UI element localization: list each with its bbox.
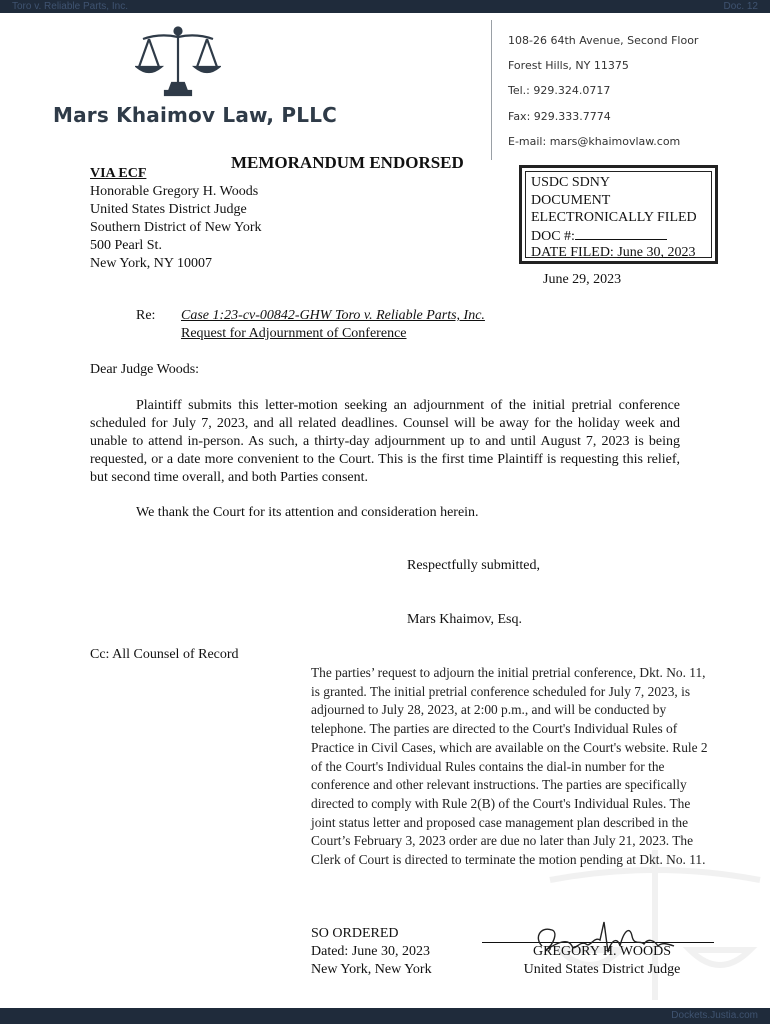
filing-stamp: [519, 165, 718, 264]
so-ordered-place: New York, New York: [311, 962, 432, 977]
so-ordered-dated: Dated: June 30, 2023: [311, 944, 430, 959]
recipient-line-4: 500 Pearl St.: [90, 238, 162, 253]
document-number-link[interactable]: Doc. 12: [723, 1, 758, 12]
letterhead-divider: [491, 20, 492, 160]
recipient-line-5: New York, NY 10007: [90, 256, 212, 271]
body-paragraph: [90, 397, 680, 487]
re-label: Re:: [136, 308, 156, 323]
case-caption: Case 1:23-cv-00842-GHW Toro v. Reliable Parts, Inc.: [181, 308, 485, 323]
signer-name: Mars Khaimov, Esq.: [407, 612, 522, 627]
viewer-bottom-bar: [0, 1008, 770, 1024]
fax: Fax: 929.333.7774: [508, 110, 611, 123]
body-paragraph-text: Plaintiff submits this letter-motion seeking an adjournment of the initial pretrial conference scheduled for July 7, 2023, and all related deadlines. Counsel will be away for the holiday week and unable to attend in-person. As such, a thirty-day adjournment up to and until August 7, 2023 is being requested, or a date more convenient to the Court. This is the first time Plaintiff is requesting this relief, but second time overall, and both Parties consent.: [90, 398, 680, 485]
endorsement-order-text: The parties’ request to adjourn the initial pretrial conference, Dkt. No. 11, is granted. The initial pretrial conference scheduled for July 7, 2023, is adjourned to July 28, 2023, at 2:00 p.m., and will be conducted by telephone. The parties are directed to the Court's Individual Rules of Practice in Civil Cases, which are available on the Court's website. Rule 2 of the Court's Individual Rules contains the dial-in number for the conference and other relevant instructions. The parties are specifically directed to comply with Rule 2(B) of the Court's Individual Rules. The joint status letter and proposed case management plan described in the Court’s February 3, 2023 order are due no later than July 21, 2023. The Clerk of Court is directed to terminate the motion pending at Dkt. No. 11.: [311, 665, 708, 868]
recipient-line-2: United States District Judge: [90, 202, 247, 217]
judge-name: GREGORY H. WOODS: [532, 944, 672, 959]
document-title-link[interactable]: Toro v. Reliable Parts, Inc.: [12, 1, 128, 12]
request-subject: Request for Adjournment of Conference: [181, 326, 407, 341]
recipient-address: [90, 165, 262, 273]
closing: Respectfully submitted,: [407, 558, 540, 573]
stamp-court: USDC SDNY: [531, 175, 610, 190]
telephone: Tel.: 929.324.0717: [508, 84, 611, 97]
re-subject-block: [181, 307, 485, 343]
doc-number-label: DOC #:: [531, 229, 575, 244]
recipient-line-3: Southern District of New York: [90, 220, 262, 235]
judge-title: United States District Judge: [523, 962, 681, 977]
stamp-date-filed: [531, 244, 696, 262]
thanks-paragraph: We thank the Court for its attention and consideration herein.: [136, 505, 479, 520]
judge-signature-block: [498, 943, 706, 979]
firm-name: Mars Khaimov Law, PLLC: [53, 103, 338, 127]
salutation: Dear Judge Woods:: [90, 362, 200, 377]
stamp-document: DOCUMENT: [531, 193, 611, 208]
recipient-line-1: Honorable Gregory H. Woods: [90, 184, 259, 199]
viewer-top-bar: [0, 0, 770, 13]
doc-number-blank: [575, 227, 667, 240]
scales-of-justice-icon: [135, 25, 221, 99]
stamp-electronically-filed: ELECTRONICALLY FILED: [531, 210, 697, 225]
so-ordered-block: [311, 925, 432, 979]
delivery-method: VIA ECF: [90, 166, 147, 181]
date-filed-label: DATE FILED:: [531, 245, 614, 260]
source-link[interactable]: Dockets.Justia.com: [671, 1010, 758, 1021]
so-ordered-heading: SO ORDERED: [311, 926, 399, 941]
cc-line: Cc: All Counsel of Record: [90, 647, 239, 662]
letter-date: June 29, 2023: [543, 272, 622, 287]
email: E-mail: mars@khaimovlaw.com: [508, 135, 681, 148]
date-filed-value: June 30, 2023: [617, 245, 696, 260]
address-line-1: 108-26 64th Avenue, Second Floor: [508, 34, 699, 47]
address-line-2: Forest Hills, NY 11375: [508, 59, 629, 72]
memorandum-endorsed-stamp: MEMORANDUM ENDORSED: [231, 153, 464, 172]
